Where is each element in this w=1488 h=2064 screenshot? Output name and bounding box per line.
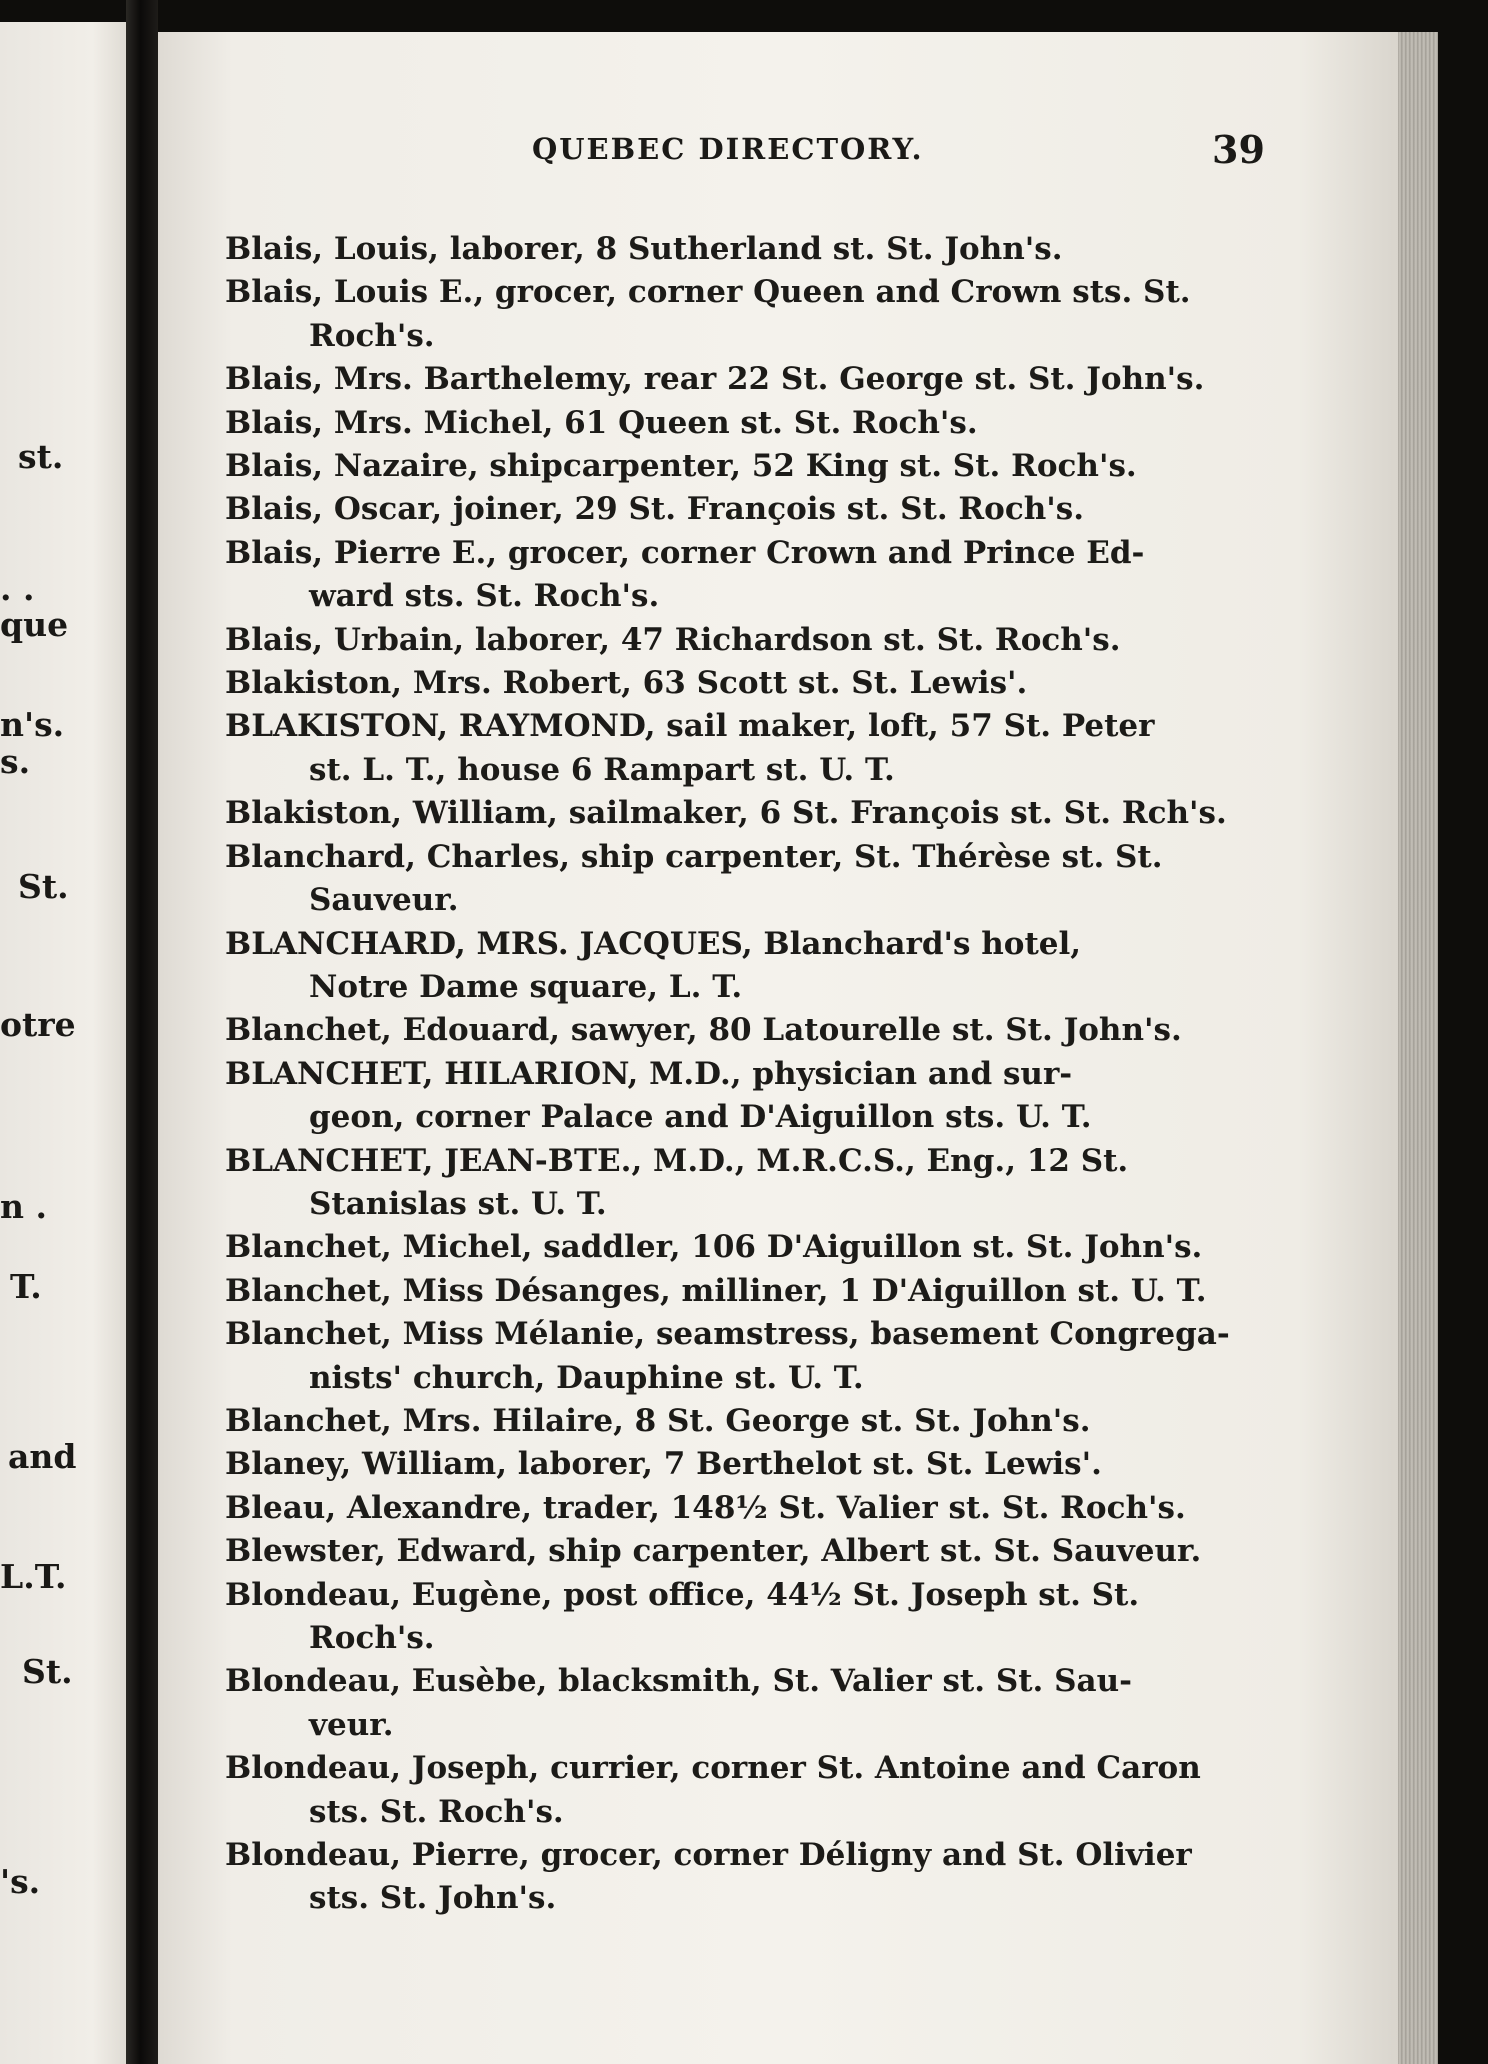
- running-head-title: QUEBEC DIRECTORY.: [532, 132, 924, 166]
- directory-entry: Blanchard, Charles, ship carpenter, St. Thérèse st. St.: [225, 838, 1163, 875]
- page-number: 39: [1212, 127, 1265, 172]
- margin-fragment: s.: [0, 742, 31, 781]
- margin-fragment: n .: [0, 1187, 47, 1226]
- directory-entry: Bleau, Alexandre, trader, 148½ St. Valier st. St. Roch's.: [225, 1489, 1186, 1526]
- margin-fragment: st.: [18, 437, 64, 476]
- margin-fragment: St.: [18, 867, 69, 906]
- directory-entry: Blais, Nazaire, shipcarpenter, 52 King st. St. Roch's.: [225, 448, 1137, 485]
- directory-entry: Blondeau, Eusèbe, blacksmith, St. Valier st. St. Sau-: [225, 1663, 1133, 1700]
- margin-fragment: que: [0, 605, 69, 644]
- directory-entry: BLAKISTON, RAYMOND, sail maker, loft, 57 St. Peter: [225, 708, 1155, 745]
- directory-entry: BLANCHARD, MRS. JACQUES, Blanchard's hotel,: [225, 925, 1082, 962]
- margin-fragment: T.: [10, 1267, 42, 1306]
- directory-entry-continuation: st. L. T., house 6 Rampart st. U. T.: [309, 751, 895, 788]
- margin-fragment: otre: [0, 1005, 76, 1044]
- directory-entry: Blewster, Edward, ship carpenter, Albert st. St. Sauveur.: [225, 1533, 1202, 1570]
- directory-entry-continuation: Roch's.: [309, 1620, 435, 1656]
- directory-entry-continuation: Notre Dame square, L. T.: [309, 968, 743, 1005]
- directory-entry: Blais, Louis, laborer, 8 Sutherland st. St. John's.: [225, 231, 1063, 267]
- directory-entry: BLANCHET, HILARION, M.D., physician and sur-: [225, 1055, 1073, 1092]
- directory-entry: Blaney, William, laborer, 7 Berthelot st. St. Lewis'.: [225, 1446, 1102, 1483]
- margin-fragment: and: [8, 1437, 77, 1476]
- page-stack-edge: [1398, 32, 1438, 2064]
- margin-fragment: L.T.: [0, 1557, 67, 1596]
- book-gutter: [126, 0, 158, 2064]
- directory-entry: Blanchet, Michel, saddler, 106 D'Aiguillon st. St. John's.: [225, 1229, 1203, 1266]
- directory-entry-continuation: Stanislas st. U. T.: [309, 1185, 607, 1222]
- directory-entry-continuation: Roch's.: [309, 317, 435, 354]
- directory-entry: Blais, Mrs. Michel, 61 Queen st. St. Roch's.: [225, 404, 978, 441]
- right-shadow: [1438, 0, 1488, 2064]
- directory-entry: Blakiston, Mrs. Robert, 63 Scott st. St. Lewis'.: [225, 665, 1028, 702]
- directory-entry: BLANCHET, JEAN-BTE., M.D., M.R.C.S., Eng., 12 St.: [225, 1142, 1129, 1179]
- directory-entry-continuation: nists' church, Dauphine st. U. T.: [309, 1359, 864, 1396]
- directory-entry: Blais, Pierre E., grocer, corner Crown and Prince Ed-: [225, 534, 1145, 571]
- margin-fragment: . .: [0, 569, 35, 608]
- directory-entry-continuation: sts. St. John's.: [309, 1880, 557, 1917]
- directory-entry: Blanchet, Edouard, sawyer, 80 Latourelle st. St. John's.: [225, 1012, 1182, 1049]
- directory-entry-continuation: Sauveur.: [309, 882, 459, 919]
- margin-fragment: St.: [22, 1652, 73, 1691]
- directory-entry: Blondeau, Joseph, currier, corner St. Antoine and Caron: [225, 1750, 1201, 1787]
- directory-entry: Blais, Mrs. Barthelemy, rear 22 St. George st. St. John's.: [225, 361, 1205, 398]
- directory-entry-continuation: veur.: [309, 1706, 394, 1743]
- directory-entry: Blais, Louis E., grocer, corner Queen and Crown sts. St.: [225, 274, 1191, 311]
- margin-fragment: n's.: [0, 705, 65, 744]
- directory-entry: Blais, Oscar, joiner, 29 St. François st. St. Roch's.: [225, 491, 1085, 528]
- directory-entry: Blanchet, Miss Désanges, milliner, 1 D'Aiguillon st. U. T.: [225, 1272, 1207, 1309]
- directory-entry-continuation: ward sts. St. Roch's.: [309, 578, 660, 615]
- directory-entry: Blakiston, William, sailmaker, 6 St. François st. St. Rch's.: [225, 795, 1227, 832]
- directory-entry: Blondeau, Pierre, grocer, corner Déligny and St. Olivier: [225, 1837, 1192, 1874]
- directory-entry: Blanchet, Mrs. Hilaire, 8 St. George st. St. John's.: [225, 1402, 1091, 1439]
- directory-entry: Blondeau, Eugène, post office, 44½ St. Joseph st. St.: [225, 1576, 1140, 1613]
- directory-entry-continuation: sts. St. Roch's.: [309, 1793, 564, 1830]
- margin-fragment: 's.: [0, 1862, 41, 1901]
- directory-entry-continuation: geon, corner Palace and D'Aiguillon sts. U. T.: [309, 1099, 1092, 1136]
- directory-entries-list: [225, 228, 1270, 1921]
- directory-entry: Blanchet, Miss Mélanie, seamstress, basement Congrega-: [225, 1316, 1230, 1353]
- directory-entry: Blais, Urbain, laborer, 47 Richardson st. St. Roch's.: [225, 621, 1121, 658]
